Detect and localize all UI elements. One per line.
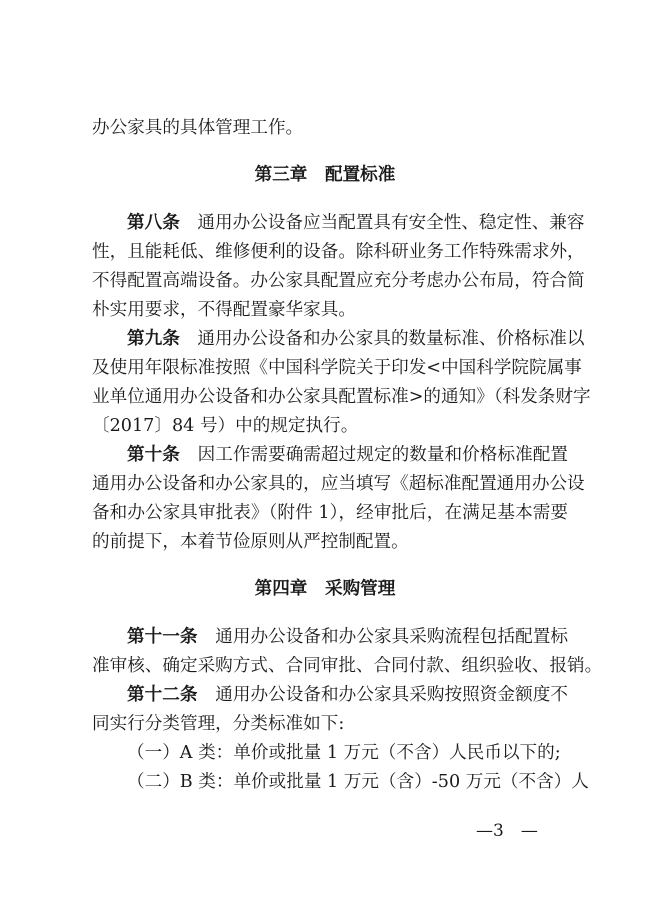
- article-8-line-2: 性，且能耗低、维修便利的设备。除科研业务工作特殊需求外，: [92, 242, 585, 262]
- article-8-label: 第八条: [127, 213, 180, 233]
- article-12-item-b: （二）B 类：单价或批量 1 万元（含）-50 万元（不含）人: [127, 772, 589, 792]
- article-12-label: 第十二条: [127, 685, 198, 705]
- paragraph-continuation: 办公家具的具体管理工作。: [92, 118, 304, 138]
- article-12-line-1: [127, 683, 568, 707]
- article-9-line-4: 〔2017〕84 号）中的规定执行。: [92, 416, 359, 436]
- article-12-text: 通用办公设备和办公家具采购按照资金额度不: [215, 685, 568, 705]
- article-10-label: 第十条: [127, 445, 180, 465]
- article-11-line-2: 准审核、确定采购方式、合同审批、合同付款、组织验收、报销。: [92, 656, 603, 676]
- article-10-line-4: 的前提下，本着节俭原则从严控制配置。: [92, 532, 409, 552]
- page-number: —3 —: [476, 821, 538, 841]
- article-8-line-4: 朴实用要求，不得配置豪华家具。: [92, 300, 356, 320]
- article-9-line-2: 及使用年限标准按照《中国科学院关于印发<中国科学院院属事: [92, 358, 582, 378]
- article-12-line-2: 同实行分类管理，分类标准如下:: [92, 714, 345, 734]
- article-10-line-3: 备和办公家具审批表》（附件 1），经审批后，在满足基本需要: [92, 503, 568, 523]
- article-9-text: 通用办公设备和办公家具的数量标准、价格标准以: [197, 329, 585, 349]
- article-8-text: 通用办公设备应当配置具有安全性、稳定性、兼容: [197, 213, 585, 233]
- article-10-text: 因工作需要确需超过规定的数量和价格标准配置: [197, 445, 568, 465]
- article-12-item-a: （一）A 类：单价或批量 1 万元（不含）人民币以下的;: [127, 743, 561, 763]
- chapter-heading-4: 第四章 采购管理: [254, 579, 396, 599]
- article-11-line-1: [127, 625, 568, 649]
- article-9-line-1: [127, 327, 585, 351]
- chapter-heading-3: 第三章 配置标准: [254, 165, 396, 185]
- article-8-line-3: 不得配置高端设备。办公家具配置应充分考虑办公布局，符合简: [92, 271, 585, 291]
- article-10-line-2: 通用办公设备和办公家具的，应当填写《超标准配置通用办公设: [92, 474, 585, 494]
- article-9-label: 第九条: [127, 329, 180, 349]
- article-8-line-1: [127, 211, 585, 235]
- article-10-line-1: [127, 443, 568, 467]
- article-9-line-3: 业单位通用办公设备和办公家具配置标准>的通知》（科发条财字: [92, 387, 591, 407]
- article-11-label: 第十一条: [127, 627, 198, 647]
- article-11-text: 通用办公设备和办公家具采购流程包括配置标: [215, 627, 568, 647]
